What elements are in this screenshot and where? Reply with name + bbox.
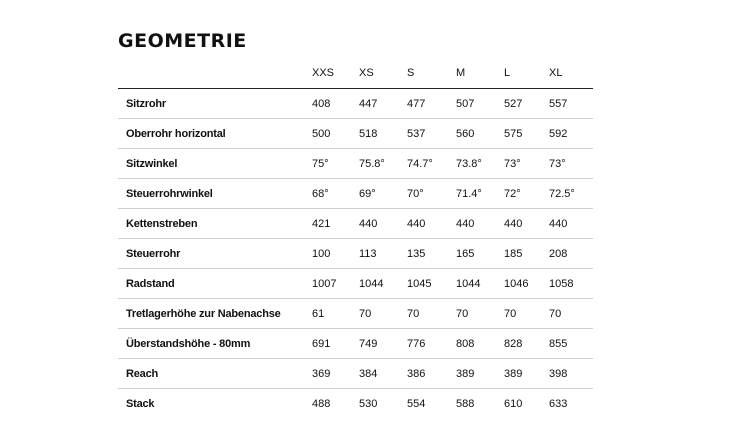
header-label-column: [118, 58, 312, 89]
table-row: [118, 389, 593, 419]
table-cell: 73.8°: [456, 149, 504, 179]
table-cell: 68°: [312, 179, 359, 209]
table-cell: 537: [407, 119, 456, 149]
table-cell: 71.4°: [456, 179, 504, 209]
table-cell: 185: [504, 239, 549, 269]
table-cell: 61: [312, 299, 359, 329]
table-row: [118, 269, 593, 299]
table-cell: 398: [549, 359, 593, 389]
table-cell: 560: [456, 119, 504, 149]
table-cell: 69°: [359, 179, 407, 209]
table-cell: 70: [407, 299, 456, 329]
table-cell: 72.5°: [549, 179, 593, 209]
header-size-xs: XS: [359, 58, 407, 89]
table-cell: 527: [504, 89, 549, 119]
table-cell: 1046: [504, 269, 549, 299]
table-cell: 507: [456, 89, 504, 119]
table-cell: 165: [456, 239, 504, 269]
row-label: Stack: [126, 397, 155, 410]
table-cell: 1007: [312, 269, 359, 299]
table-cell: 518: [359, 119, 407, 149]
table-row: [118, 89, 593, 119]
table-cell: 1044: [359, 269, 407, 299]
table-cell: 691: [312, 329, 359, 359]
table-cell: 557: [549, 89, 593, 119]
table-cell: 749: [359, 329, 407, 359]
table-cell: 828: [504, 329, 549, 359]
table-cell: 73°: [504, 149, 549, 179]
row-label: Überstandshöhe - 80mm: [118, 329, 312, 359]
table-cell: 74.7°: [407, 149, 456, 179]
table-row: [118, 149, 593, 179]
table-cell: 389: [504, 359, 549, 389]
row-label: Steuerrohrwinkel: [118, 179, 312, 209]
table-cell: 113: [359, 239, 407, 269]
table-cell: 208: [549, 239, 593, 269]
table-cell: 135: [407, 239, 456, 269]
table-cell: 408: [312, 89, 359, 119]
table-row: [118, 359, 593, 389]
table-cell: 386: [407, 359, 456, 389]
table-cell: 70: [359, 299, 407, 329]
row-label: Tretlagerhöhe zur Nabenachse: [118, 299, 312, 329]
table-cell: 70: [504, 299, 549, 329]
table-cell: 488: [312, 397, 331, 410]
header-size-s: S: [407, 58, 456, 89]
row-label: Oberrohr horizontal: [118, 119, 312, 149]
table-cell: 588: [456, 397, 475, 410]
table-cell: 389: [456, 359, 504, 389]
table-cell: 73°: [549, 149, 593, 179]
table-header-row: [118, 58, 593, 89]
table-cell: 70°: [407, 179, 456, 209]
table-cell: 440: [407, 209, 456, 239]
table-cell: 554: [407, 397, 426, 410]
geometry-table: [118, 58, 593, 418]
table-cell: 369: [312, 359, 359, 389]
header-size-xl: XL: [549, 58, 593, 89]
table-cell: 1058: [549, 269, 593, 299]
table-cell: 75.8°: [359, 149, 407, 179]
table-row: [118, 239, 593, 269]
page-title: GEOMETRIE: [118, 29, 247, 52]
table-cell: 500: [312, 119, 359, 149]
table-cell: 776: [407, 329, 456, 359]
row-label: Sitzrohr: [118, 89, 312, 119]
row-label: Reach: [118, 359, 312, 389]
table-cell: 610: [504, 397, 523, 410]
table-cell: 855: [549, 329, 593, 359]
table-cell: 100: [312, 239, 359, 269]
table-cell: 421: [312, 209, 359, 239]
table-row: [118, 119, 593, 149]
table-cell: 440: [504, 209, 549, 239]
table-cell: 72°: [504, 179, 549, 209]
row-label: Radstand: [118, 269, 312, 299]
header-size-m: M: [456, 58, 504, 89]
table-cell: 440: [456, 209, 504, 239]
table-cell: 530: [359, 397, 378, 410]
table-cell: 477: [407, 89, 456, 119]
table-cell: 70: [456, 299, 504, 329]
table-cell: 1044: [456, 269, 504, 299]
table-cell: 384: [359, 359, 407, 389]
table-row: [118, 179, 593, 209]
table-cell: 75°: [312, 149, 359, 179]
table-cell: 440: [549, 209, 593, 239]
table-row: [118, 329, 593, 359]
table-cell: 440: [359, 209, 407, 239]
row-label: Sitzwinkel: [118, 149, 312, 179]
header-size-l: L: [504, 58, 549, 89]
header-size-xxs: XXS: [312, 58, 359, 89]
table-cell: 70: [549, 299, 593, 329]
table-cell: 447: [359, 89, 407, 119]
table-cell: 633: [549, 397, 568, 410]
table-cell: 592: [549, 119, 593, 149]
table-row: [118, 299, 593, 329]
table-cell: 575: [504, 119, 549, 149]
table-row: [118, 209, 593, 239]
table-cell: 808: [456, 329, 504, 359]
row-label: Steuerrohr: [118, 239, 312, 269]
table-cell: 1045: [407, 269, 456, 299]
row-label: Kettenstreben: [118, 209, 312, 239]
